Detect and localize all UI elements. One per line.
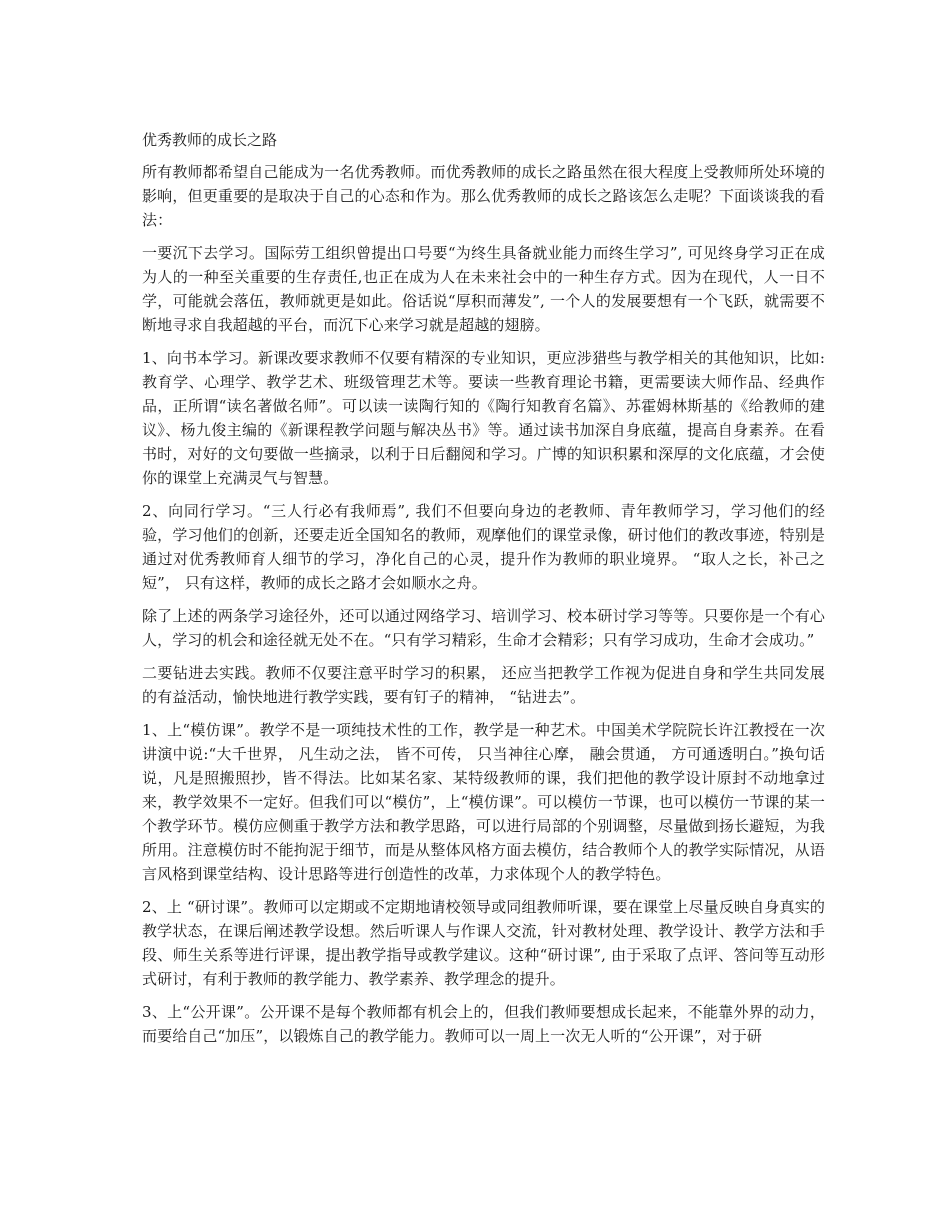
paragraph-study-books: 1、向书本学习。新课改要求教师不仅要有精深的专业知识，更应涉猎些与教学相关的其他知识，比如: 教育学、心理学、教学艺术、班级管理艺术等。要读一些教育理论书籍，更需要读大师作品、经典作品，正所谓“读名著做名师”。可以读一读陶行知的《陶行知教育名篇》、苏霍姆林斯基的《给教师的建议》、杨九俊主编的《新课程教学问题与解决丛书》等。通过读书加深自身底蕴，提高自身素养。在看书时，对好的文句要做一些摘录，以利于日后翻阅和学习。广博的知识积累和深厚的文化底蕴，才会使你的课堂上充满灵气与智慧。 xyxy=(142,349,825,487)
paragraph-practice-seminar: 2、上 “研讨课”。教师可以定期或不定期地请校领导或同组教师听课，要在课堂上尽量反映自身真实的教学状态，在课后阐述教学设想。然后听课人与作课人交流，针对教材处理、教学设计、教学方法和手段、师生关系等进行评课，提出教学指导或教学建议。这种“研讨课”, 由于采取了点评、答问等互动形式研讨，有利于教师的教学能力、教学素养、教学理念的提升。 xyxy=(142,898,825,988)
paragraph-study-other: 除了上述的两条学习途径外，还可以通过网络学习、培训学习、校本研讨学习等等。只要你是一个有心人，学习的机会和途径就无处不在。“只有学习精彩，生命才会精彩；只有学习成功，生命才会成功。” xyxy=(142,607,825,649)
paragraph-study-peers: 2、向同行学习。“三人行必有我师焉”, 我们不但要向身边的老教师、青年教师学习，学习他们的经验，学习他们的创新，还要走近全国知名的教师，观摩他们的课堂录像，研讨他们的教改事迹，特别是通过对优秀教师育人细节的学习，净化自己的心灵，提升作为教师的职业境界。 “取人之长，补己之短”， 只有这样，教师的成长之路才会如顺水之舟。 xyxy=(142,502,825,592)
paragraph-practice-imitation: 1、上“模仿课”。教学不是一项纯技术性的工作，教学是一种艺术。中国美术学院院长许江教授在一次讲演中说:“大千世界， 凡生动之法， 皆不可传， 只当神往心摩， 融会贯通， 方可通透明白。”换句话说，凡是照搬照抄，皆不得法。比如某名家、某特级教师的课，我们把他的教学设计原封不动地拿过来，教学效果不一定好。但我们可以“模仿”，上“模仿课”。可以模仿一节课，也可以模仿一节课的某一个教学环节。模仿应侧重于教学方法和教学思路，可以进行局部的个别调整，尽量做到扬长避短，为我所用。注意模仿时不能拘泥于细节，而是从整体风格方面去模仿，结合教师个人的教学实际情况，从语言风格到课堂结构、设计思路等进行创造性的改革，力求体现个人的教学特色。 xyxy=(142,721,825,883)
document-page xyxy=(142,128,825,1057)
paragraph-practice: 二要钻进去实践。教师不仅要注意平时学习的积累， 还应当把教学工作视为促进自身和学生共同发展的有益活动，愉快地进行教学实践，要有钉子的精神， “钻进去”。 xyxy=(142,664,825,706)
paragraph-practice-open-class: 3、上“公开课”。公开课不是每个教师都有机会上的，但我们教师要想成长起来，不能靠外界的动力，而要给自己“加压”，以锻炼自己的教学能力。教师可以一周上一次无人听的“公开课”，对于研 xyxy=(142,1003,825,1045)
paragraph-study: 一要沉下去学习。国际劳工组织曾提出口号要“为终生具备就业能力而终生学习”, 可见终身学习正在成为人的一种至关重要的生存责任,也正在成为人在未来社会中的一种生存方式。因为在现代，人一日不学，可能就会落伍，教师就更是如此。俗话说“厚积而薄发”, 一个人的发展要想有一个飞跃，就需要不断地寻求自我超越的平台，而沉下心来学习就是超越的翅膀。 xyxy=(142,244,825,334)
document-title: 优秀教师的成长之路 xyxy=(142,131,278,149)
paragraph-intro: 所有教师都希望自己能成为一名优秀教师。而优秀教师的成长之路虽然在很大程度上受教师所处环境的影响，但更重要的是取决于自己的心态和作为。那么优秀教师的成长之路该怎么走呢？下面谈谈我的看法： xyxy=(142,163,825,229)
